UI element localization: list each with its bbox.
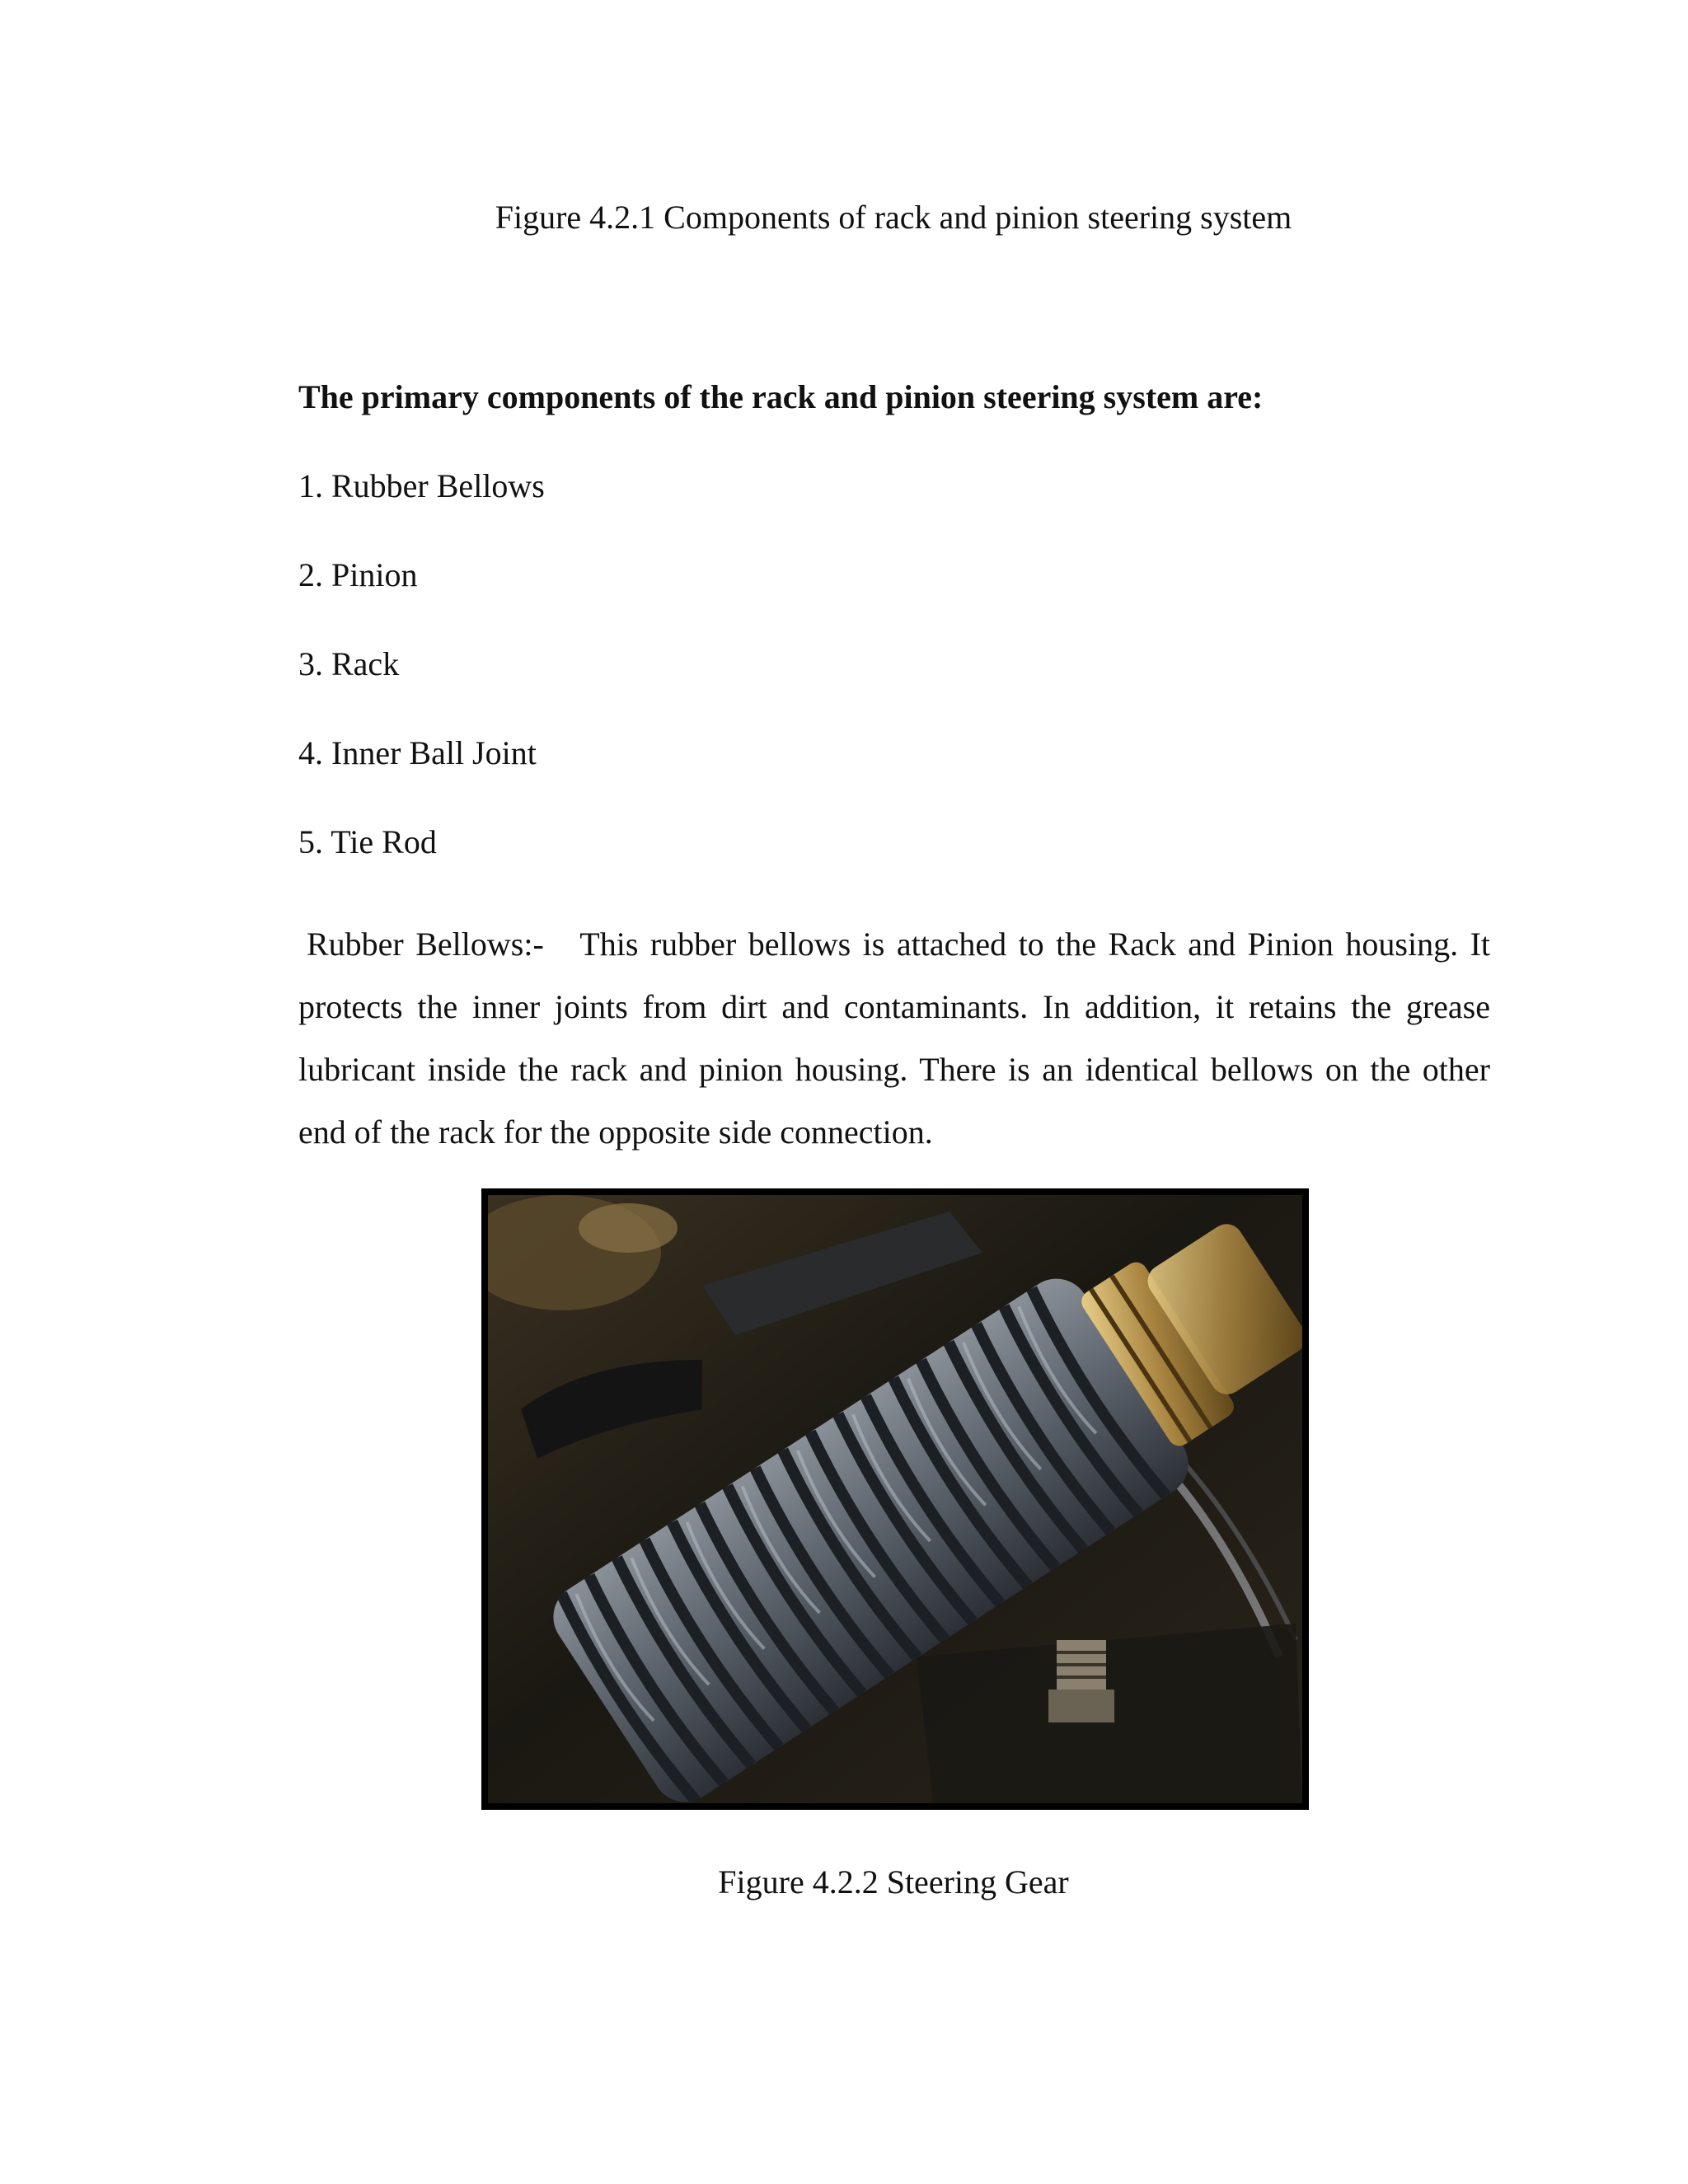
list-item: 5. Tie Rod xyxy=(298,823,437,860)
list-item: 4. Inner Ball Joint xyxy=(298,734,537,771)
list-item: 1. Rubber Bellows xyxy=(298,467,545,504)
body-paragraph xyxy=(298,913,1490,1164)
list-item: 3. Rack xyxy=(298,645,400,682)
paragraph-text: This rubber bellows is attached to the Rack and Pinion housing. It protects the inner joints from dirt and contaminants. In addition, it retains the grease lubricant inside the rack and pinion housing. There is an identical bellows on the other end of the rack for the opposite side connection. xyxy=(298,926,1490,1151)
paragraph-label: Rubber Bellows:- xyxy=(307,926,544,963)
figure-caption-bottom: Figure 4.2.2 Steering Gear xyxy=(718,1863,1069,1900)
list-item: 2. Pinion xyxy=(298,556,418,593)
components-list xyxy=(298,466,545,912)
steering-gear-photo xyxy=(481,1188,1309,1810)
bellows-illustration xyxy=(488,1195,1302,1803)
section-heading: The primary components of the rack and pinion steering system are: xyxy=(298,378,1264,415)
figure-caption-top: Figure 4.2.1 Components of rack and pinion steering system xyxy=(495,199,1292,236)
